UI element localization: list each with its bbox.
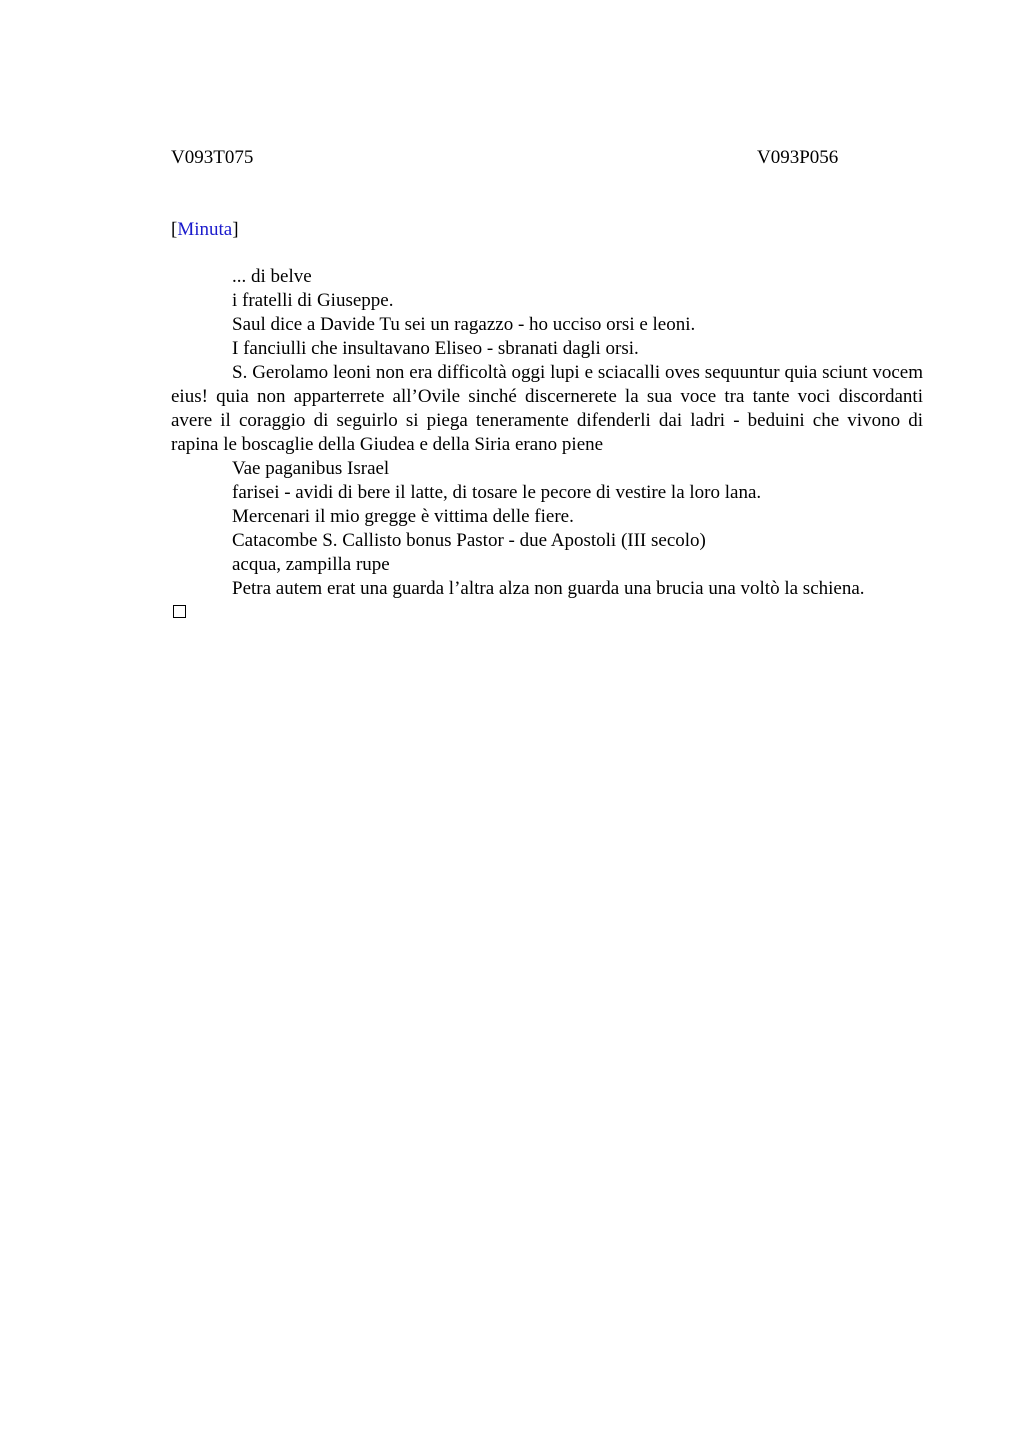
paragraph: S. Gerolamo leoni non era difficoltà oggi lupi e sciacalli oves sequuntur quia sciunt vocem eius! quia non apparterrete all’Ovile sinché discernerete la sua voce tra tante voci discordanti avere il coraggio di seguirlo si piega teneramente difenderli dai ladri - beduini che vivono di rapina le boscaglie della Giudea e della Siria erano piene	[171, 362, 923, 455]
right-document-code: V093P056	[757, 147, 839, 168]
paragraph: Petra autem erat una guarda l’altra alza non guarda una brucia una voltò la schiena.	[232, 578, 865, 599]
paragraph: ... di belve	[232, 266, 312, 287]
document-body	[171, 265, 923, 601]
paragraph: farisei - avidi di bere il latte, di tosare le pecore di vestire la loro lana.	[232, 482, 762, 503]
document-page	[171, 146, 923, 618]
paragraph: Vae paganibus Israel	[232, 458, 390, 479]
document-type-label: Minuta	[177, 219, 233, 240]
open-bracket: [	[171, 219, 178, 240]
document-type-line	[171, 218, 923, 242]
paragraph: Mercenari il mio gregge è vittima delle fiere.	[232, 506, 574, 527]
paragraph: I fanciulli che insultavano Eliseo - sbranati dagli orsi.	[232, 338, 639, 359]
paragraph: Saul dice a Davide Tu sei un ragazzo - ho ucciso orsi e leoni.	[232, 314, 696, 335]
paragraph: acqua, zampilla rupe	[232, 554, 390, 575]
paragraph: i fratelli di Giuseppe.	[232, 290, 394, 311]
close-bracket: ]	[232, 219, 239, 240]
paragraph: Catacombe S. Callisto bonus Pastor - due Apostoli (III secolo)	[232, 530, 706, 551]
document-header	[171, 146, 923, 170]
left-document-code: V093T075	[171, 147, 254, 168]
end-of-text-square-icon	[173, 605, 186, 618]
